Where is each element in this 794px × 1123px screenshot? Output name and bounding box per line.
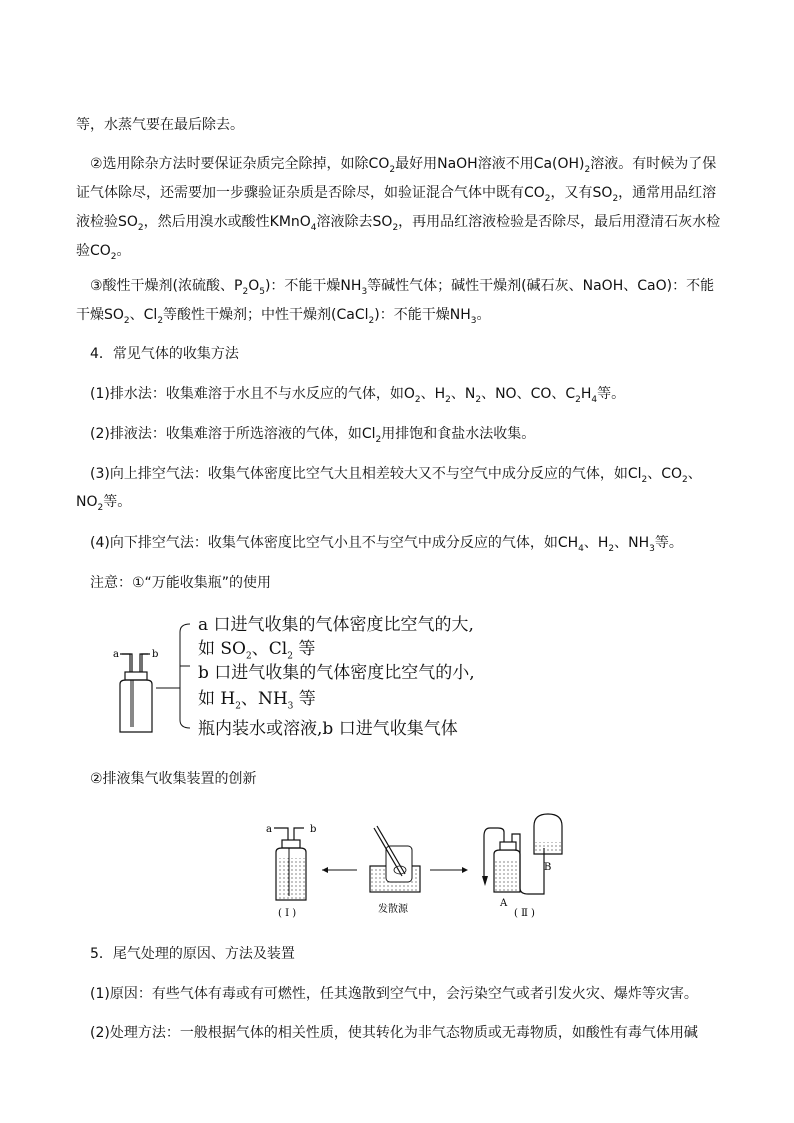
tail-gas-reason: (1)原因：有些气体有毒或有可燃性，任其逸散到空气中，会污染空气或者引发火灾、爆炸等灾害。 <box>90 986 698 1002</box>
fig2-caption-2: ( Ⅱ ) <box>514 908 535 919</box>
note-universal-bottle: 注意：①“万能收集瓶”的使用 <box>90 575 272 591</box>
port-a-label: a <box>113 649 119 660</box>
port-b-label: b <box>152 649 159 660</box>
universal-bottle-figure <box>110 612 530 752</box>
collection-method-2: (2)排液法：收集难溶于所选溶液的气体，如$Cl_2$用排饱和食盐水法收集。 <box>90 426 536 445</box>
liquid-collection-figure <box>262 808 572 920</box>
paragraph-impurity-removal: ②选用除杂方法时要保证杂质完全除掉，如除$CO_2$最好用NaOH溶液不用$Ca(OH)_2$溶液。有时候为了保证气体除尽，还需要加一步骤验证杂质是否除尽，如验证混合气体中既有$CO_2$，又有$SO_2$，通常用品红溶液检验$SO_2$，然后用溴水或酸性KMnO$_4$溶液除去$SO_2$，再用品红溶液检验是否除尽，最后用澄清石灰水检验$CO_2$。 <box>76 156 721 262</box>
fig2-caption-1: ( Ⅰ ) <box>278 908 297 919</box>
bottle-rule-3: 瓶内装水或溶液,b 口进气收集气体 <box>198 719 458 739</box>
section-heading-5: 5．尾气处理的原因、方法及装置 <box>90 946 295 962</box>
bottle-rule-1: a 口进气收集的气体密度比空气的大, <box>198 615 474 635</box>
bottle-rule-2-examples: 如 $H_2$、$NH_3$ 等 <box>198 689 316 712</box>
fig2-port-a: a <box>266 824 272 835</box>
collection-method-3: (3)向上排空气法：收集气体密度比空气大且相差较大又不与空气中成分反应的气体，如$Cl_2$、$CO_2$、$NO_2$等。 <box>76 466 702 513</box>
note-liquid-collection: ②排液集气收集装置的创新 <box>90 771 257 787</box>
paragraph-drying-agents: ③酸性干燥剂(浓硫酸、$P_2O_5$)：不能干燥$NH_3$等碱性气体；碱性干燥剂(碱石灰、NaOH、CaO)：不能干燥$SO_2$、$Cl_2$等酸性干燥剂；中性干燥剂(CaCl$_2$)：不能干燥$NH_3$。 <box>76 278 715 326</box>
collection-method-4: (4)向下排空气法：收集气体密度比空气小且不与空气中成分反应的气体，如$CH_4$、$H_2$、$NH_3$等。 <box>90 535 683 554</box>
collection-method-1: (1)排水法：收集难溶于水且不与水反应的气体，如$O_2$、$H_2$、$N_2$、NO、CO、$C_2H_4$等。 <box>90 386 626 405</box>
tail-gas-method: (2)处理方法：一般根据气体的相关性质，使其转化为非气态物质或无毒物质，如酸性有毒气体用碱 <box>90 1025 698 1041</box>
fig2-bottle-a-label: A <box>500 898 508 909</box>
paragraph-continuation: 等，水蒸气要在最后除去。 <box>76 117 244 133</box>
bottle-rule-2: b 口进气收集的气体密度比空气的小, <box>198 663 475 683</box>
apparatus-diagram <box>262 808 572 920</box>
fig2-source-label: 发散源 <box>378 904 408 915</box>
fig2-bottle-b-label: B <box>544 862 552 873</box>
section-heading-4: 4．常见气体的收集方法 <box>90 346 239 362</box>
bottle-rule-1-examples: 如 $SO_2$、$Cl_2$ 等 <box>198 639 316 662</box>
fig2-port-b: b <box>310 824 317 835</box>
